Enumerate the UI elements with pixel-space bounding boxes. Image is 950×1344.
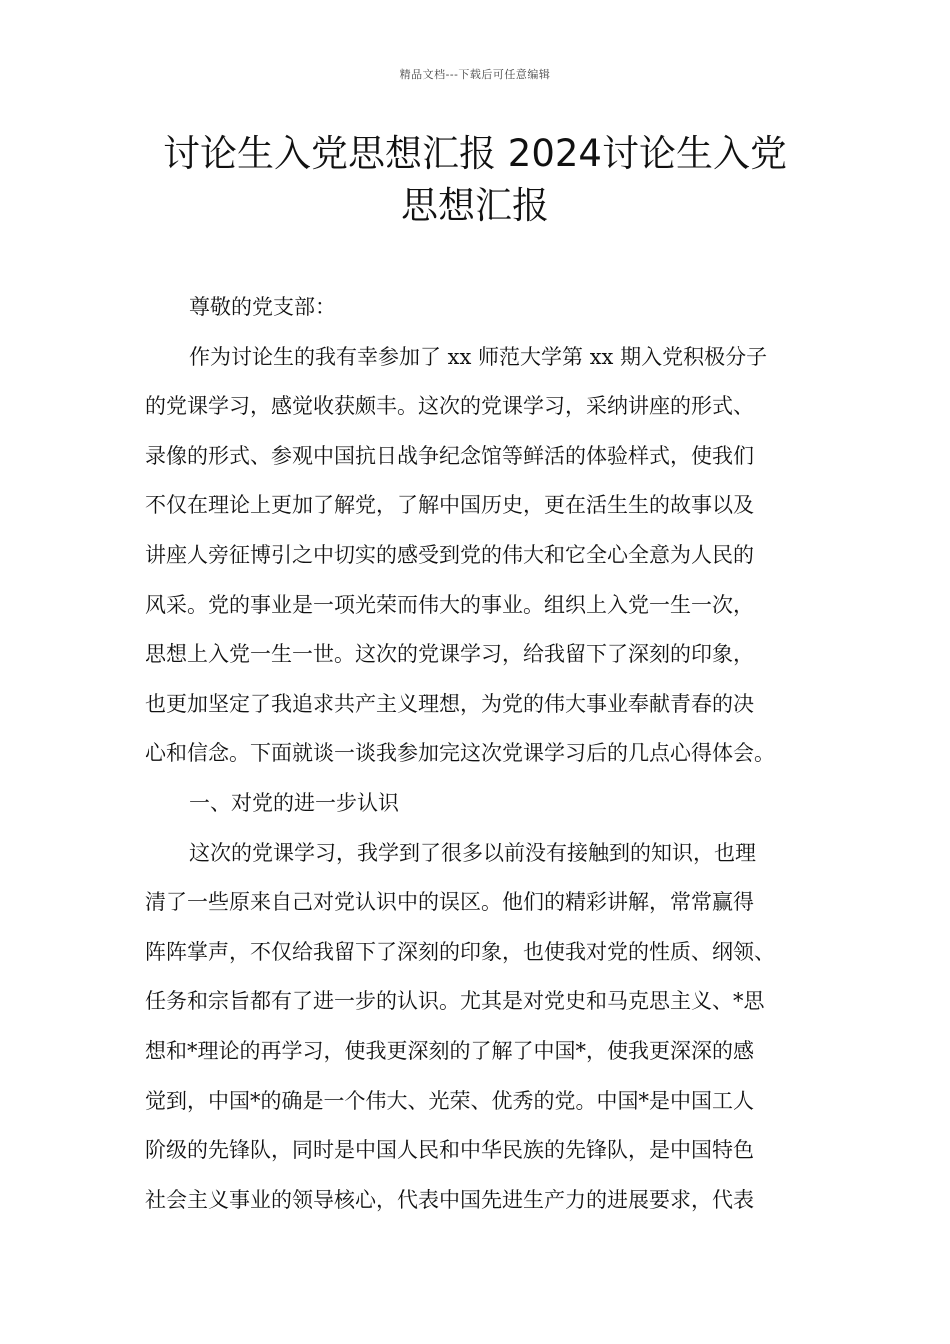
body-line: 阵阵掌声，不仅给我留下了深刻的印象，也使我对党的性质、纲领、: [145, 939, 775, 964]
body-line: 这次的党课学习，我学到了很多以前没有接触到的知识，也理: [189, 840, 756, 865]
body-line: 阶级的先锋队，同时是中国人民和中华民族的先锋队，是中国特色: [145, 1138, 754, 1163]
body-line: 想和*理论的再学习，使我更深刻的了解了中国*，使我更深深的感: [145, 1038, 754, 1063]
body-line: 心和信念。下面就谈一谈我参加完这次党课学习后的几点心得体会。: [145, 741, 775, 766]
document-body: [145, 283, 810, 1225]
body-line: 不仅在理论上更加了解党，了解中国历史，更在活生生的故事以及: [145, 493, 754, 518]
document-title: [120, 128, 830, 232]
section-heading: 一、对党的进一步认识: [189, 790, 399, 815]
body-line: 思想上入党一生一世。这次的党课学习，给我留下了深刻的印象，: [145, 642, 754, 667]
page-header: 精品文档---下载后可任意编辑: [399, 68, 551, 81]
body-line: 也更加坚定了我追求共产主义理想，为党的伟大事业奉献青春的决: [145, 691, 754, 716]
body-line: 风采。党的事业是一项光荣而伟大的事业。组织上入党一生一次，: [145, 592, 754, 617]
title-line-1: 讨论生入党思想汇报 2024讨论生入党: [163, 132, 787, 175]
body-line: 的党课学习，感觉收获颇丰。这次的党课学习，采纳讲座的形式、: [145, 394, 754, 419]
body-line: 录像的形式、参观中国抗日战争纪念馆等鲜活的体验样式，使我们: [145, 443, 754, 468]
body-line: 清了一些原来自己对党认识中的误区。他们的精彩讲解，常常赢得: [145, 890, 754, 915]
title-line-2: 思想汇报: [401, 184, 549, 227]
body-line: 任务和宗旨都有了进一步的认识。尤其是对党史和马克思主义、*思: [145, 989, 765, 1014]
body-line: 讲座人旁征博引之中切实的感受到党的伟大和它全心全意为人民的: [145, 542, 754, 567]
body-line: 社会主义事业的领导核心，代表中国先进生产力的进展要求，代表: [145, 1187, 754, 1212]
body-line: 作为讨论生的我有幸参加了 xx 师范大学第 xx 期入党积极分子: [189, 344, 768, 369]
salutation: 尊敬的党支部：: [189, 295, 336, 319]
body-line: 觉到，中国*的确是一个伟大、光荣、优秀的党。中国*是中国工人: [145, 1088, 754, 1113]
